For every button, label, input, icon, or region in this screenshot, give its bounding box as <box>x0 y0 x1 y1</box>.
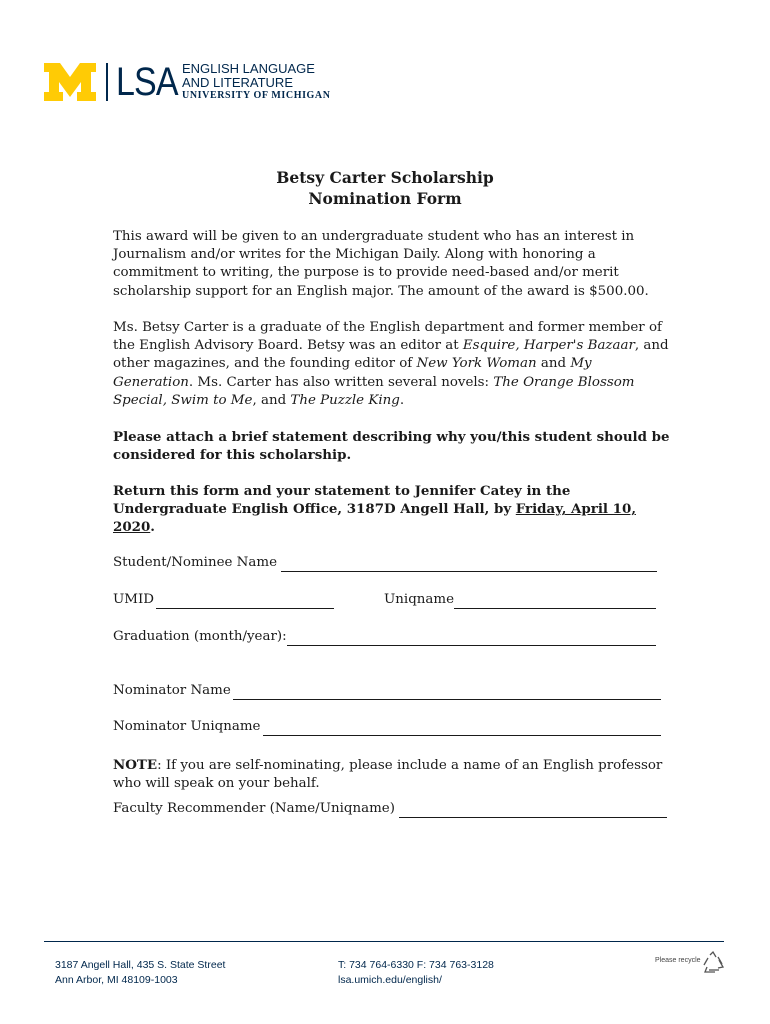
student-name-label: Student/Nominee Name <box>113 555 278 570</box>
bio-novel-puzzle-king: The Puzzle King <box>290 392 400 408</box>
footer-contact <box>338 958 494 988</box>
nominator-name-field <box>113 682 661 700</box>
recycle-label: Please recycle <box>655 957 701 964</box>
bio-text: , and other magazines, and the founding editor of <box>113 338 669 372</box>
nominator-uniqname-field <box>113 718 661 736</box>
student-name-input-line[interactable] <box>281 557 657 572</box>
nominator-name-input-line[interactable] <box>233 685 661 700</box>
logo-lsa-text: LSA <box>116 60 178 104</box>
logo-university: UNIVERSITY OF MICHIGAN <box>182 90 331 101</box>
note-label: NOTE <box>113 757 158 773</box>
umid-field <box>113 591 334 609</box>
graduation-field <box>113 628 656 646</box>
faculty-recommender-input-line[interactable] <box>399 803 667 818</box>
bio-text: . Ms. Carter has also written several novels: <box>188 374 494 390</box>
form-title: Betsy Carter Scholarship <box>276 168 494 187</box>
form-subtitle: Nomination Form <box>308 189 462 208</box>
uniqname-field <box>384 591 656 609</box>
lsa-english-logo <box>44 62 331 102</box>
deadline-date: Friday, April 10, 2020 <box>113 501 636 536</box>
nominator-uniqname-label: Nominator Uniqname <box>113 719 261 734</box>
bio-text: . <box>399 392 405 408</box>
footer-address-line2: Ann Arbor, MI 48109-1003 <box>55 974 178 986</box>
return-text-end: . <box>150 519 155 536</box>
bio-magazine-nyw: New York Woman <box>416 356 537 372</box>
bio-magazines: Esquire, Harper's Bazaar <box>462 338 635 354</box>
bio-text: , and <box>252 392 291 408</box>
return-text: Return this form and your statement to Jennifer Catey in the Undergraduate English Office, 3187D Angell Hall, by <box>113 483 571 518</box>
umid-input-line[interactable] <box>156 594 334 609</box>
nominator-name-label: Nominator Name <box>113 683 231 698</box>
uniqname-input-line[interactable] <box>454 594 656 609</box>
bio-novels: The Orange Blossom Special, Swim to Me <box>113 374 635 408</box>
note-text: : If you are self-nominating, please include a name of an English professor who will speak on your behalf. <box>113 758 663 792</box>
faculty-recommender-label: Faculty Recommender (Name/Uniqname) <box>113 801 395 816</box>
bio-magazine-mg: My Generation <box>113 356 592 390</box>
footer-divider <box>44 941 724 942</box>
logo-dept-line2: AND LITERATURE <box>182 75 293 90</box>
footer-address <box>55 958 225 988</box>
graduation-input-line[interactable] <box>287 631 656 646</box>
umid-label: UMID <box>113 592 155 607</box>
faculty-recommender-field <box>113 800 667 818</box>
logo-divider <box>106 63 108 101</box>
self-nomination-note <box>113 756 673 793</box>
footer-address-line1: 3187 Angell Hall, 435 S. State Street <box>55 959 226 971</box>
student-name-field <box>113 554 657 572</box>
block-m-logo-icon <box>44 63 96 101</box>
logo-dept-text <box>182 62 331 102</box>
graduation-label: Graduation (month/year): <box>113 629 287 644</box>
return-instruction <box>113 482 673 537</box>
bio-text: Ms. Betsy Carter is a graduate of the English department and former member of the English Advisory Board. Betsy was an editor at <box>113 320 662 354</box>
bio-text: and <box>536 356 571 372</box>
award-description: This award will be given to an undergraduate student who has an interest in Journalism and/or writes for the Michigan Daily. Along with honoring a commitment to writing, the purpose is to provide need-based and/or merit scholarship support for an English major. The amount of the award is $500.00. <box>113 229 649 299</box>
nominator-uniqname-input-line[interactable] <box>263 721 661 736</box>
betsy-carter-bio <box>113 319 673 410</box>
recycle-icon <box>700 950 726 976</box>
footer-phone: T: 734 764-6330 F: 734 763-3128 <box>338 959 494 971</box>
logo-dept-line1: ENGLISH LANGUAGE <box>182 61 315 76</box>
statement-instruction: Please attach a brief statement describing why you/this student should be considered for this scholarship. <box>113 429 670 464</box>
footer-website: lsa.umich.edu/english/ <box>338 974 442 986</box>
uniqname-label: Uniqname <box>384 592 454 607</box>
